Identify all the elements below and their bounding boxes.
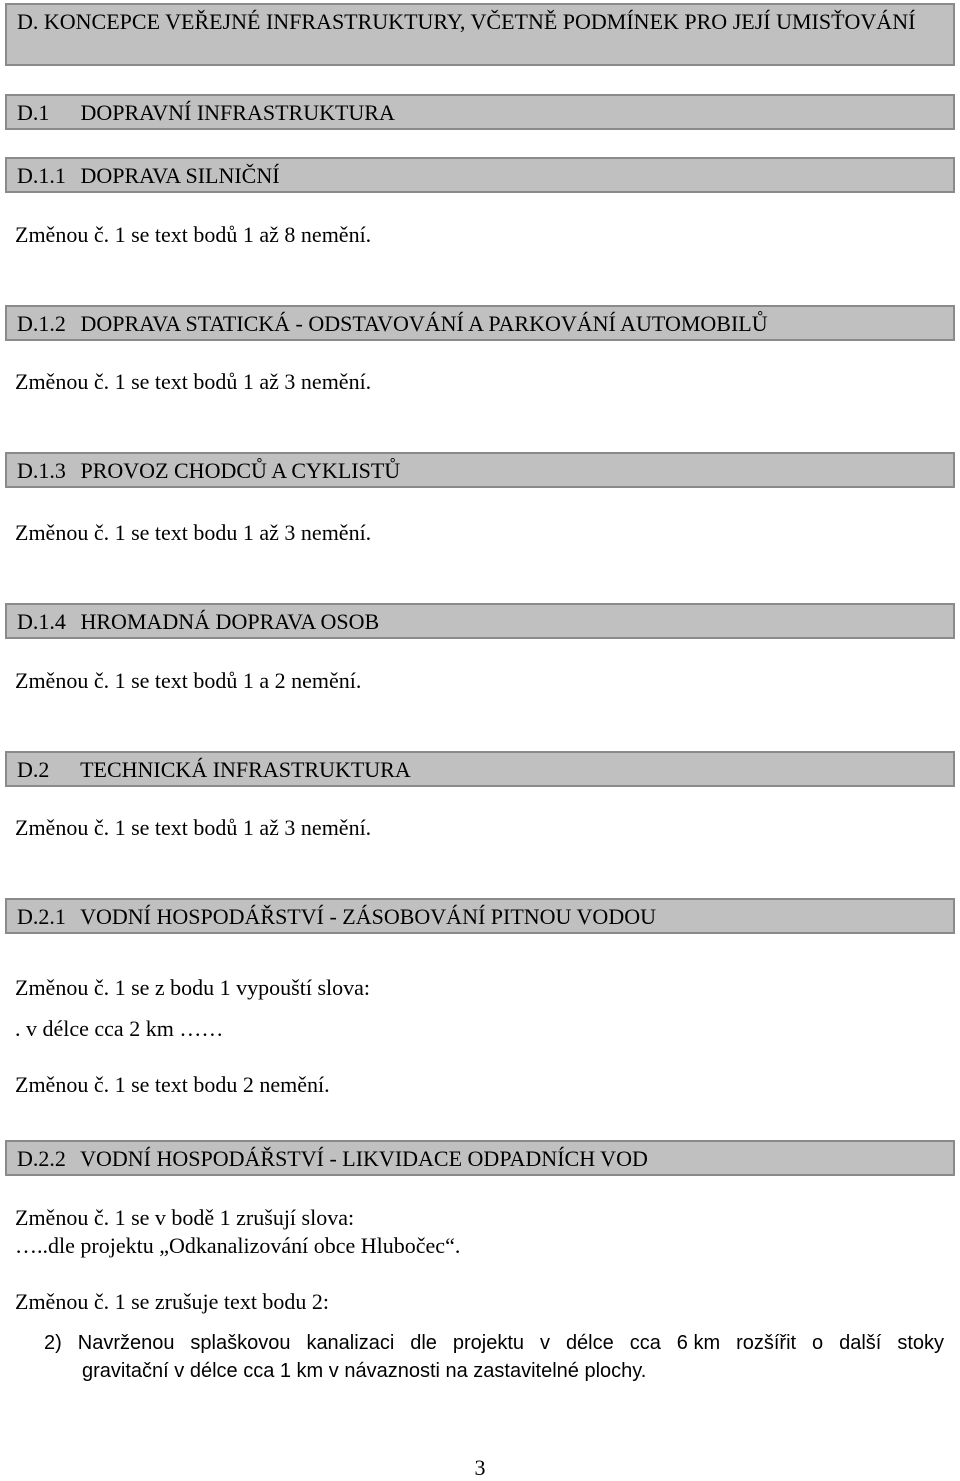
section-header-d2 — [5, 751, 955, 787]
section-title: DOPRAVA STATICKÁ - ODSTAVOVÁNÍ A PARKOVÁNÍ AUTOMOBILŮ — [80, 311, 768, 336]
section-title: TECHNICKÁ INFRASTRUKTURA — [80, 757, 411, 782]
section-title: D. KONCEPCE VEŘEJNÉ INFRASTRUKTURY, VČETNĚ PODMÍNEK PRO JEJÍ UMISŤOVÁNÍ — [17, 9, 916, 34]
section-header-d22 — [5, 1140, 955, 1176]
section-header-d12 — [5, 305, 955, 341]
list-item-word: dle — [410, 1332, 437, 1354]
list-item-word: o — [812, 1332, 824, 1354]
section-number: D.2.1 — [17, 904, 66, 929]
paragraph: Změnou č. 1 se text bodu 2 nemění. — [15, 1072, 330, 1097]
paragraph: Změnou č. 1 se v bodě 1 zrušují slova: — [15, 1205, 355, 1230]
list-item-line — [44, 1329, 944, 1357]
quoted-words: …..dle projektu „Odkanalizování obce Hlubočec“. — [15, 1233, 461, 1258]
section-header-d1 — [5, 94, 955, 130]
list-item-word: v — [539, 1332, 550, 1354]
section-title: PROVOZ CHODCŮ A CYKLISTŮ — [80, 458, 401, 483]
section-header-d13 — [5, 452, 955, 488]
list-item-word: cca — [629, 1332, 661, 1354]
section-title: DOPRAVA SILNIČNÍ — [80, 163, 280, 188]
list-item-word: splaškovou — [190, 1332, 291, 1354]
quoted-words: . v délce cca 2 km …… — [15, 1016, 224, 1041]
list-item-word: 6 km — [676, 1332, 721, 1354]
section-header-d — [5, 3, 955, 66]
section-header-d11 — [5, 157, 955, 193]
section-title: VODNÍ HOSPODÁŘSTVÍ - LIKVIDACE ODPADNÍCH VOD — [80, 1146, 648, 1171]
list-item-word: kanalizaci — [306, 1332, 395, 1354]
paragraph: Změnou č. 1 se text bodů 1 až 3 nemění. — [15, 815, 372, 840]
paragraph: Změnou č. 1 se z bodu 1 vypouští slova: — [15, 975, 371, 1000]
list-item-word: stoky — [897, 1332, 944, 1354]
list-item-word: další — [839, 1332, 882, 1354]
section-header-d21 — [5, 898, 955, 934]
page-number: 3 — [474, 1455, 486, 1480]
section-title: HROMADNÁ DOPRAVA OSOB — [80, 609, 380, 634]
section-number: D.2 — [17, 757, 50, 782]
list-item-word: projektu — [452, 1332, 525, 1354]
section-number: D.1.1 — [17, 163, 66, 188]
list-item-word: Navrženou — [77, 1332, 175, 1354]
section-header-d14 — [5, 603, 955, 639]
section-title: DOPRAVNÍ INFRASTRUKTURA — [80, 100, 395, 125]
paragraph: Změnou č. 1 se text bodů 1 až 3 nemění. — [15, 369, 372, 394]
section-title: VODNÍ HOSPODÁŘSTVÍ - ZÁSOBOVÁNÍ PITNOU VODOU — [80, 904, 656, 929]
list-item-word: rozšířit — [736, 1332, 797, 1354]
list-item-label: 2) — [44, 1332, 62, 1354]
list-item-word: délce — [565, 1332, 614, 1354]
section-number: D.1.3 — [17, 458, 66, 483]
list-item-continuation: gravitační v délce cca 1 km v návaznosti na zastavitelné plochy. — [82, 1360, 647, 1382]
section-number: D.1 — [17, 100, 50, 125]
section-number: D.1.2 — [17, 311, 66, 336]
paragraph: Změnou č. 1 se text bodu 1 až 3 nemění. — [15, 520, 372, 545]
section-number: D.1.4 — [17, 609, 66, 634]
paragraph: Změnou č. 1 se text bodů 1 až 8 nemění. — [15, 222, 372, 247]
paragraph: Změnou č. 1 se text bodů 1 a 2 nemění. — [15, 668, 362, 693]
list-item — [44, 1329, 944, 1385]
section-number: D.2.2 — [17, 1146, 66, 1171]
paragraph: Změnou č. 1 se zrušuje text bodu 2: — [15, 1289, 330, 1314]
